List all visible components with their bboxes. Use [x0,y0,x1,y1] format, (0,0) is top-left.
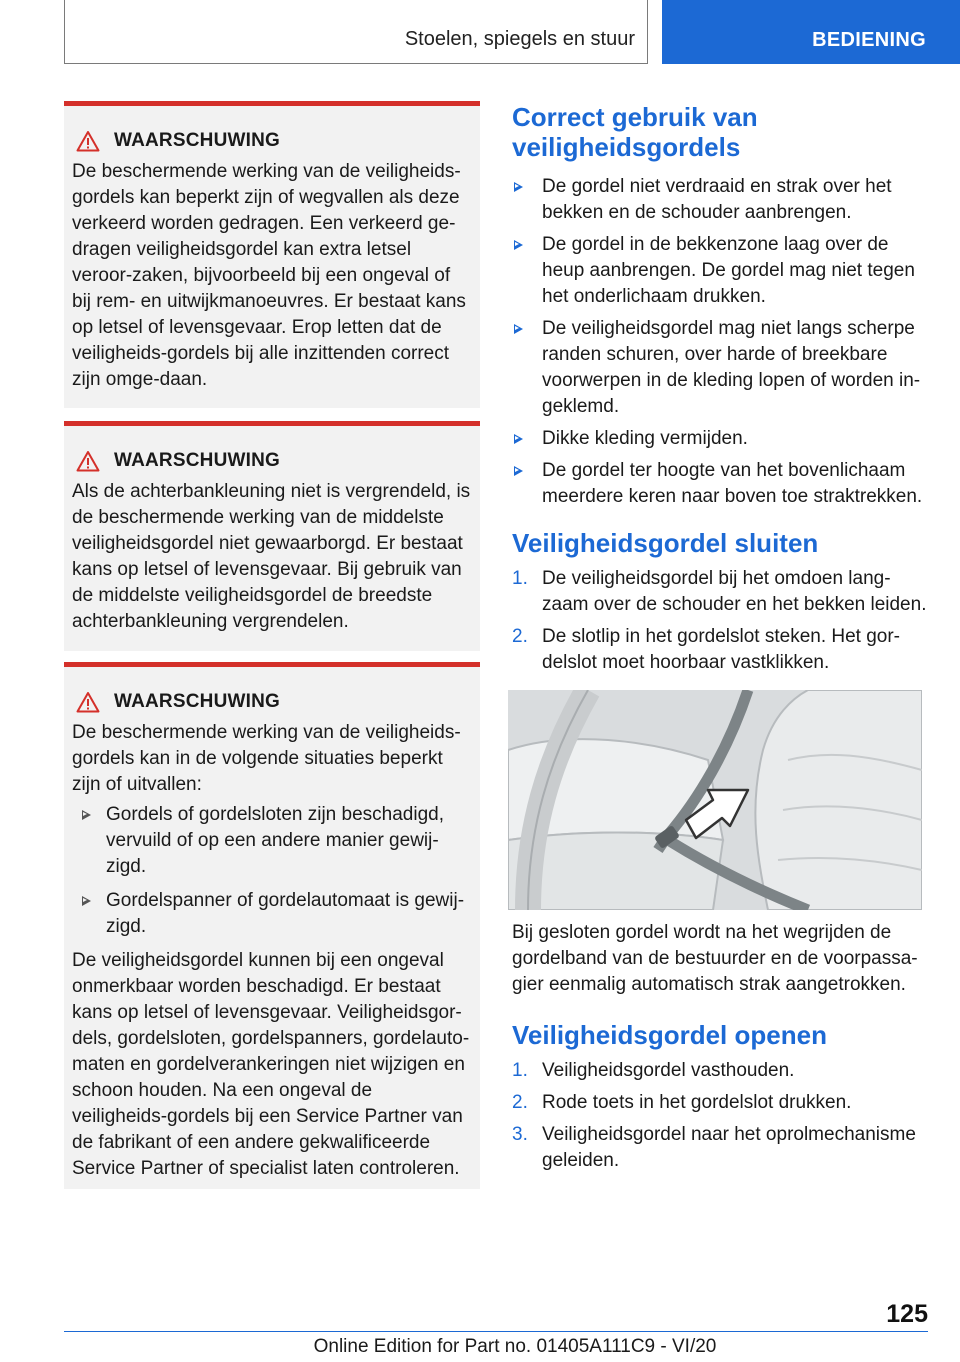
warning-title: WAARSCHUWING [114,130,280,151]
list-item: 3. Veiligheidsgordel naar het oprolmechanisme geleiden. [512,1124,916,1171]
warning-triangle-icon [76,450,100,472]
warning-outro: De veiligheidsgordel kunnen bij een ongeval onmerkbaar worden beschadigd. Er bestaat kans op letsel of levensgevaar. Veiligheidsgor-dels, gordelsloten, gordelspanners, gordelauto-maten en gordelverankeringen niet wijzigen en schoon houden. Na een ongeval de veiligheids-gordels bij een Service Partner van de fabrikant of een andere gekwalificeerde Service Partner of specialist laten controleren. [72,950,470,1179]
list-item: De gordel ter hoogte van het bovenlichaam meerdere keren naar boven toe straktrekken. [512,458,932,510]
warning-box-2 [64,421,480,651]
header-chapter-box [64,0,648,64]
warning-list [72,802,472,940]
open-belt-steps [512,1058,932,1174]
list-item: 1. Veiligheidsgordel vasthouden. [512,1060,795,1081]
bullet-triangle-icon [514,240,523,250]
list-item: De gordel niet verdraaid en strak over het bekken en de schouder aanbrengen. [512,174,932,226]
warning-intro: De beschermende werking van de veiligheids-gordels kan in de volgende situaties beperkt zijn of uitvallen: [72,722,461,795]
warning-text: Als de achterbankleuning niet is vergrendeld, is de beschermende werking van de middelste veiligheidsgordel niet gewaarborgd. Er bestaat kans op letsel of levensgevaar. Bij gebruik van de middelste veiligheidsgordel de breedste achterbankleuning vergrendelen. [72,481,471,632]
warning-title: WAARSCHUWING [114,691,280,712]
footer-divider [64,1331,928,1332]
header-section-tab [662,0,960,64]
list-item: Gordels of gordelsloten zijn beschadigd, vervuild of op een andere manier gewij-zigd. [72,802,472,880]
list-item: De gordel in de bekkenzone laag over de heup aanbrengen. De gordel mag niet tegen het onderlichaam drukken. [512,232,932,310]
bullet-triangle-icon [82,810,91,820]
bullet-triangle-icon [514,182,523,192]
bullet-triangle-icon [82,896,91,906]
bullet-triangle-icon [514,434,523,444]
list-item: 2. Rode toets in het gordelslot drukken. [512,1092,852,1113]
bullet-triangle-icon [514,324,523,334]
warning-text: De beschermende werking van de veiligheids-gordels kan beperkt zijn of wegvallen als deze verkeerd worden gedragen. Een verkeerd ge-dragen veiligheidsgordel kan extra letsel veroor-zaken, bijvoorbeeld bij een ongeval of bij rem- en uitwijkmanoeuvres. Er bestaat kans op letsel of levensgevaar. Erop letten dat de veiligheids-gordels bij alle inzittenden correct zijn omge-daan. [72,161,466,390]
warning-title: WAARSCHUWING [114,450,280,471]
list-item: De veiligheidsgordel mag niet langs scherpe randen schuren, over harde of breekbare voorwerpen in de kleding lopen of worden in-geklemd. [512,316,932,420]
chapter-title: Stoelen, spiegels en stuur [404,28,635,50]
page-number: 125 [886,1300,928,1328]
warning-triangle-icon [76,691,100,713]
close-belt-note: Bij gesloten gordel wordt na het wegrijden de gordelband van de bestuurder en de voorpassa-gier eenmalig automatisch strak aangetrokken. [512,922,918,995]
section-title: BEDIENING [812,29,926,51]
close-belt-steps [512,566,932,676]
heading-correct-use: Correct gebruik van veiligheidsgordels [512,102,758,162]
warning-box-3 [64,662,480,1189]
heading-open-belt: Veiligheidsgordel openen [512,1020,827,1050]
list-item: 2. De slotlip in het gordelslot steken. Het gor-delslot moet hoorbaar vastklikken. [512,626,901,673]
list-item: 1. De veiligheidsgordel bij het omdoen lang-zaam over de schouder en het bekken leiden. [512,568,927,615]
heading-close-belt: Veiligheidsgordel sluiten [512,528,819,558]
warning-box-1 [64,101,480,408]
list-item: Gordelspanner of gordelautomaat is gewij-zigd. [72,888,472,940]
right-column [512,102,932,1180]
seatbelt-buckle-illustration [508,690,922,910]
warning-triangle-icon [76,130,100,152]
footer-edition: Online Edition for Part no. 01405A111C9 - VI/20 [313,1336,717,1357]
list-item: Dikke kleding vermijden. [512,426,932,452]
bullet-triangle-icon [514,466,523,476]
correct-use-list [512,174,932,510]
